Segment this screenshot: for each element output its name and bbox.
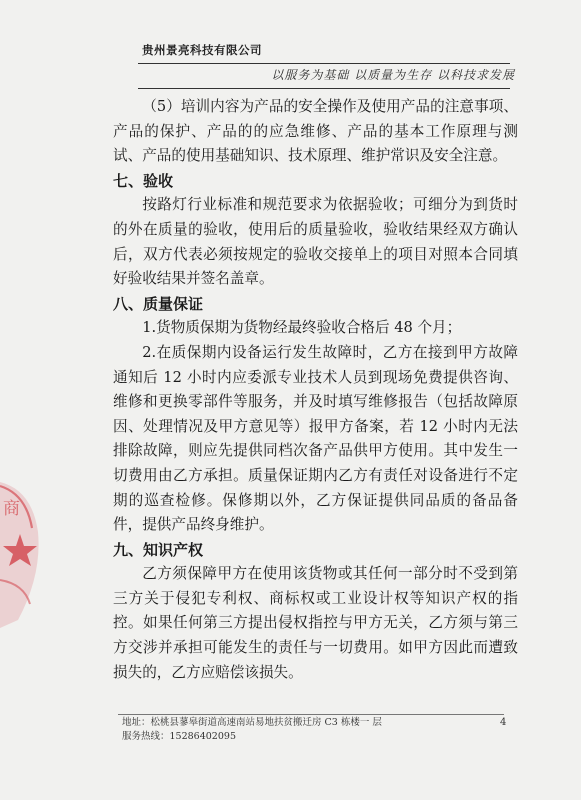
paragraph-ip: 乙方须保障甲方在使用该货物或其任何一部分时不受到第三方关于侵犯专利权、商标权或工业设计权等知识产权的指控。如果任何第三方提出侵权指控与甲方无关，乙方须与第三方交涉并承担可能发生的责任与一切费用。如甲方因此而遭致损失的，乙方应赔偿该损失。 xyxy=(113,565,518,681)
section-heading-acceptance: 七、验收 xyxy=(113,171,174,190)
company-name: 贵州景亮科技有限公司 xyxy=(142,43,262,57)
footer-rule xyxy=(118,714,504,715)
paragraph-warranty-service: 2.在质保期内设备运行发生故障时，乙方在接到甲方故障通知后 12 小时内应委派专业技术人员到现场免费提供咨询、维修和更换零部件等服务，并及时填写维修报告（包括故障原因、处理情况及甲方意见等）报甲方备案，若 12 小时内无法排除故障，则应先提供同档次备产品供甲方使用。其中发生一切费用由乙方承担。质量保证期内乙方有责任对设备进行不定期的巡查检修。保修期以外，乙方保证提供同品质的备品备件，提供产品终身维护。 xyxy=(113,343,518,534)
paragraph-training: （5）培训内容为产品的安全操作及使用产品的注意事项、产品的保护、产品的的应急维修、产品的基本工作原理与测试、产品的使用基础知识、技术原理、维护常识及安全注意。 xyxy=(113,98,518,165)
header-rule-bottom xyxy=(138,88,510,89)
section-heading-quality: 八、质量保证 xyxy=(113,294,204,313)
header-rule-top xyxy=(138,63,510,64)
document-body xyxy=(113,95,518,685)
header-slogan: 以服务为基础 以质量为生存 以科技求发展 xyxy=(271,68,515,82)
footer-address: 地址：松桃县蓼皋街道高速南站易地扶贫搬迁房 C3 栋楼一 层 xyxy=(122,717,382,728)
section-heading-ip: 九、知识产权 xyxy=(113,540,204,559)
svg-text:商: 商 xyxy=(3,499,20,519)
footer-phone: 服务热线：15286402095 xyxy=(122,731,236,742)
footer xyxy=(122,716,382,744)
partial-seal-stamp xyxy=(0,480,60,630)
page-number: 4 xyxy=(500,717,507,728)
paragraph-warranty-period: 1.货物质保期为货物经最终验收合格后 48 个月； xyxy=(142,319,462,337)
paragraph-acceptance: 按路灯行业标准和规范要求为依据验收；可细分为到货时的外在质量的验收，使用后的质量验收，验收结果经双方确认后，双方代表必须按规定的验收交接单上的项目对照本合同填好验收结果并签名盖章。 xyxy=(113,196,518,288)
